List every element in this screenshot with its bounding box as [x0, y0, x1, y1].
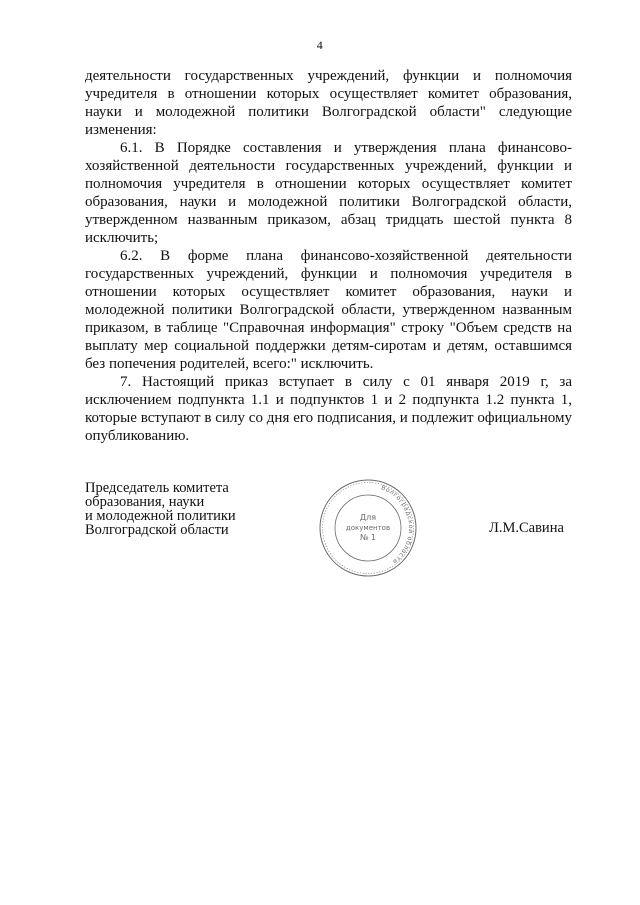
seal-inner-text: Для: [359, 513, 377, 522]
document-body: [85, 67, 572, 445]
seal-inner-text: документов: [345, 524, 391, 532]
paragraph-7: 7. Настоящий приказ вступает в силу с 01 января 2019 г, за исключением подпункта 1.1 и подпунктов 1 и 2 подпункта 1.2 пункта 1, которые вступают в силу со дня его подписания, и подлежит официальному опубликованию.: [85, 374, 572, 444]
signatory-name: Л.М.Савина: [489, 520, 564, 536]
paragraph-6-2: 6.2. В форме плана финансово-хозяйственной деятельности государственных учреждений, функции и полномочия учредителя в отношении которых осуществляет комитет образования, науки и молодежной политики Волгоградской области, утвержденном названным приказом, в таблице "Справочная информация" строку "Объем средств на выплату мер социальной поддержки детям-сиротам и детям, оставшимся без попечения родителей, всего:" исключить.: [85, 248, 572, 372]
signatory-title-line: и молодежной политики: [85, 508, 236, 524]
signatory-title-line: образования, науки: [85, 494, 205, 510]
official-seal-stamp: [318, 478, 418, 578]
paragraph-6-1: 6.1. В Порядке составления и утверждения плана финансово-хозяйственной деятельности государственных учреждений, функции и полномочия учредителя в отношении которых осуществляет комитет образования, науки и молодежной политики Волгоградской области, утвержденном названным приказом, абзац тридцать шестой пункта 8 исключить;: [85, 140, 572, 246]
signatory-title-line: Волгоградской области: [85, 522, 229, 538]
seal-inner-text: № 1: [360, 533, 376, 542]
page-number: 4: [316, 38, 324, 52]
paragraph-continuation: деятельности государственных учреждений, функции и полномочия учредителя в отношении которых осуществляет комитет образования, науки и молодежной политики Волгоградской области" следующие изменения:: [85, 68, 572, 138]
seal-outer-text: Волгоградской области: [379, 484, 415, 566]
signatory-title-line: Председатель комитета: [85, 480, 229, 496]
signatory-title: [85, 481, 285, 537]
